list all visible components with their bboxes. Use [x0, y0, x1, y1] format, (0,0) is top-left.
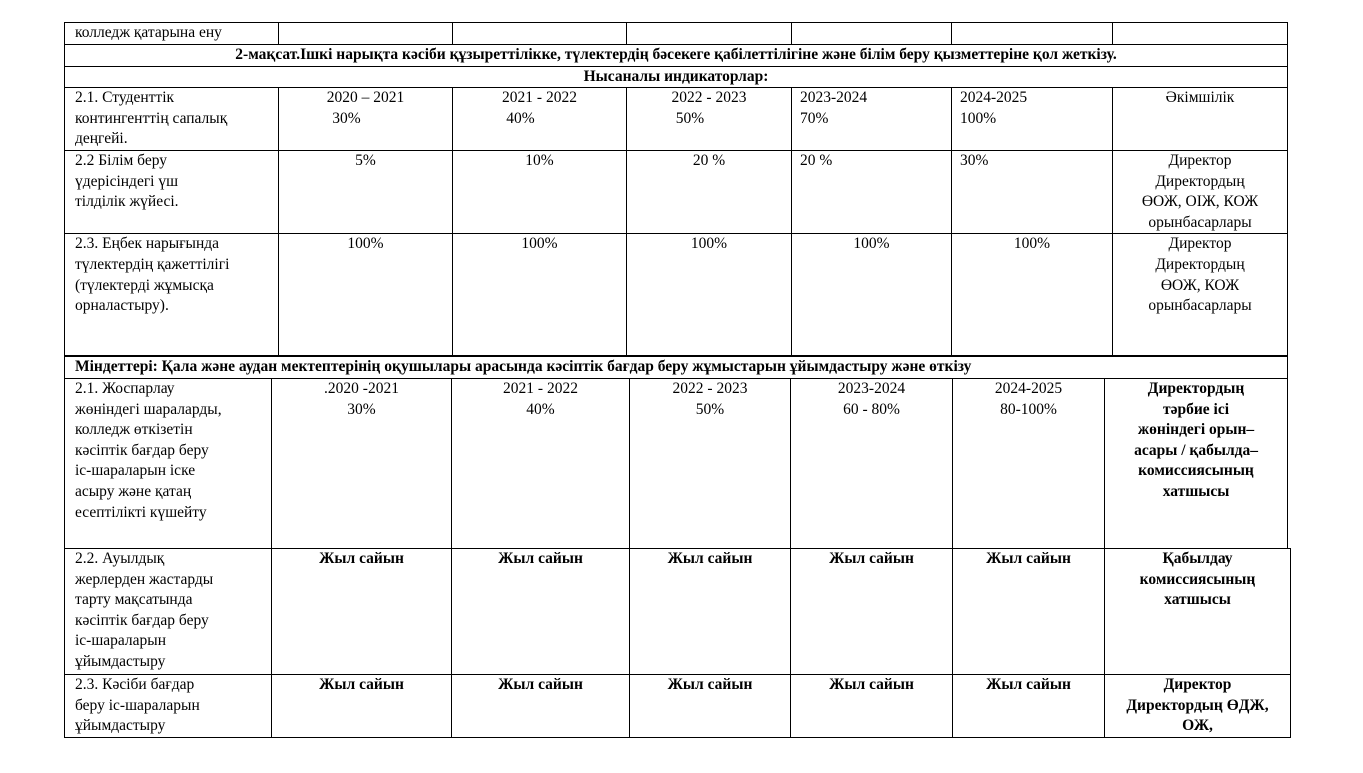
- text-line: колледж өткізетін: [75, 421, 193, 439]
- year-cell: [627, 88, 792, 151]
- text-line: комиссиясының: [1139, 570, 1256, 588]
- text-line: жөніндегі шараларды,: [75, 400, 222, 418]
- text-line: ұйымдастыру: [75, 652, 166, 670]
- text-line: Әкімшілік: [1165, 89, 1235, 107]
- text-line: Директор: [1163, 676, 1232, 693]
- frequency-cell: Жыл сайын: [272, 675, 452, 738]
- text-line: орналастыру).: [75, 297, 169, 315]
- year-label: 2024-2025: [960, 89, 1028, 107]
- empty-cell: [1113, 23, 1288, 45]
- responsible-cell: [1113, 234, 1288, 356]
- percent-cell: 5%: [279, 150, 453, 233]
- text-line: 2.1. Студенттік: [75, 89, 175, 107]
- table-row: [65, 675, 1291, 738]
- percent-cell: 100%: [279, 234, 453, 356]
- text-line: Директордың ӨДЖ,: [1126, 696, 1269, 714]
- frequency-cell: Жыл сайын: [452, 549, 630, 675]
- task-name-cell: [65, 549, 272, 675]
- text-line: Директордың: [1147, 380, 1245, 397]
- text-line: комиссиясының: [1138, 462, 1254, 480]
- top-row-cell: колледж қатарына ену: [65, 23, 279, 45]
- goals-table-top: [64, 22, 1288, 356]
- year-label: 2021 - 2022: [502, 89, 577, 107]
- table-row: [65, 88, 1288, 151]
- percent-value: 60 - 80%: [843, 400, 900, 418]
- text-line: 2.1. Жоспарлау: [75, 380, 175, 397]
- text-line: іс-шараларын іске: [75, 462, 196, 480]
- text-line: Директордың: [1155, 172, 1245, 190]
- text-line: түлектердің қажеттілігі: [75, 255, 230, 273]
- tasks-table: [64, 356, 1288, 549]
- percent-value: 70%: [800, 109, 829, 127]
- percent-value: 40%: [506, 109, 535, 127]
- year-cell: [952, 88, 1113, 151]
- empty-cell: [279, 23, 453, 45]
- text-line: ОЖ,: [1182, 717, 1213, 735]
- responsible-cell: [1105, 549, 1291, 675]
- text-line: беру іс-шараларын: [75, 696, 200, 714]
- text-line: жерлерден жастарды: [75, 570, 214, 588]
- percent-cell: 100%: [453, 234, 627, 356]
- table-row: [65, 379, 1288, 549]
- task-name-cell: [65, 379, 272, 549]
- text-line: жөніндегі орын–: [1137, 421, 1255, 439]
- year-cell: [792, 88, 952, 151]
- text-line: ӨОЖ, КОЖ: [1160, 276, 1240, 294]
- percent-cell: 10%: [453, 150, 627, 233]
- year-label: 2021 - 2022: [503, 380, 578, 397]
- text-line: хатшысы: [1162, 482, 1230, 500]
- year-cell: [953, 379, 1105, 549]
- text-line: асары / қабылда–: [1134, 441, 1258, 459]
- table-row: [65, 234, 1288, 356]
- table-row: [65, 23, 1288, 45]
- frequency-cell: Жыл сайын: [452, 675, 630, 738]
- frequency-cell: Жыл сайын: [630, 549, 791, 675]
- percent-cell: 100%: [792, 234, 952, 356]
- year-cell: [279, 88, 453, 151]
- text-line: Қабылдау: [1162, 550, 1233, 567]
- percent-value: 40%: [526, 400, 555, 418]
- table-row: [65, 150, 1288, 233]
- tasks-table-bottom: [64, 548, 1291, 738]
- text-line: Директор: [1168, 235, 1232, 253]
- text-line: кәсіптік бағдар беру: [75, 611, 209, 629]
- text-line: (түлектерді жұмысқа: [75, 276, 214, 294]
- text-line: 2.2 Білім беру: [75, 151, 168, 169]
- percent-value: 50%: [695, 400, 725, 418]
- text-line: орынбасарлары: [1148, 297, 1252, 315]
- responsible-cell: [1113, 88, 1288, 151]
- year-label: 2023-2024: [837, 380, 906, 397]
- indicator-name-cell: [65, 234, 279, 356]
- percent-cell: 100%: [952, 234, 1113, 356]
- tasks-heading: Міндеттері: Қала және аудан мектептерінің оқушылары арасында кәсіптік бағдар беру жұмыстарын ұйымдастыру және өткізу: [65, 357, 1288, 379]
- goal-2-heading: 2-мақсат.Ішкі нарықта кәсіби құзыреттілікке, түлектердің бәсекеге қабілеттілігіне және білім беру қызметтеріне қол жеткізу.: [65, 45, 1288, 67]
- percent-cell: 20 %: [792, 150, 952, 233]
- year-cell: [453, 88, 627, 151]
- percent-cell: 100%: [627, 234, 792, 356]
- text-line: 2.3. Кәсіби бағдар: [75, 676, 195, 693]
- frequency-cell: Жыл сайын: [953, 675, 1105, 738]
- text-line: Директордың: [1155, 255, 1245, 273]
- text-line: деңгейі.: [75, 130, 128, 148]
- empty-cell: [627, 23, 792, 45]
- percent-value: 100%: [960, 109, 997, 127]
- percent-cell: 20 %: [627, 150, 792, 233]
- indicators-heading: Нысаналы индикаторлар:: [65, 66, 1288, 88]
- text-line: Директор: [1168, 151, 1232, 169]
- year-label: 2022 - 2023: [671, 89, 747, 107]
- text-line: тарту мақсатында: [75, 591, 193, 609]
- year-label: 2023-2024: [800, 89, 868, 107]
- text-line: тәрбие ісі: [1163, 400, 1230, 418]
- text-line: тілділік жүйесі.: [75, 193, 179, 211]
- task-name-cell: [65, 675, 272, 738]
- frequency-cell: Жыл сайын: [272, 549, 452, 675]
- frequency-cell: Жыл сайын: [630, 675, 791, 738]
- text-line: есептілікті күшейту: [75, 503, 207, 521]
- year-cell: [791, 379, 953, 549]
- percent-value: 80-100%: [1000, 400, 1057, 418]
- year-label: 2020 – 2021: [326, 89, 405, 107]
- year-cell: [452, 379, 630, 549]
- empty-cell: [792, 23, 952, 45]
- table-row: [65, 549, 1291, 675]
- text-line: орынбасарлары: [1148, 213, 1252, 231]
- text-line: хатшысы: [1164, 591, 1231, 609]
- percent-value: 30%: [332, 109, 361, 127]
- text-line: іс-шараларын: [75, 632, 167, 650]
- percent-value: 30%: [347, 400, 376, 418]
- empty-cell: [453, 23, 627, 45]
- empty-cell: [952, 23, 1113, 45]
- year-label: 2022 - 2023: [672, 380, 748, 397]
- text-line: ұйымдастыру: [75, 717, 166, 735]
- indicator-name-cell: [65, 88, 279, 151]
- frequency-cell: Жыл сайын: [791, 675, 953, 738]
- text-line: контингенттің сапалық: [75, 109, 228, 127]
- responsible-cell: [1113, 150, 1288, 233]
- table-row: [65, 66, 1288, 88]
- year-cell: [630, 379, 791, 549]
- percent-cell: 30%: [952, 150, 1113, 233]
- year-label: .2020 -2021: [324, 380, 399, 397]
- year-label: 2024-2025: [994, 380, 1063, 397]
- text-line: 2.3. Еңбек нарығында: [75, 235, 220, 253]
- text-line: 2.2. Ауылдық: [75, 550, 165, 567]
- text-line: асыру және қатаң: [75, 482, 192, 500]
- frequency-cell: Жыл сайын: [953, 549, 1105, 675]
- table-row: [65, 357, 1288, 379]
- text-line: кәсіптік бағдар беру: [75, 441, 209, 459]
- responsible-cell: [1105, 675, 1291, 738]
- year-cell: [272, 379, 452, 549]
- table-row: [65, 45, 1288, 67]
- indicator-name-cell: [65, 150, 279, 233]
- text-line: үдерісіндегі үш: [75, 172, 179, 190]
- frequency-cell: Жыл сайын: [791, 549, 953, 675]
- responsible-cell: [1105, 379, 1288, 549]
- percent-value: 50%: [675, 109, 705, 127]
- text-line: ӨОЖ, ОІЖ, КОЖ: [1141, 193, 1259, 211]
